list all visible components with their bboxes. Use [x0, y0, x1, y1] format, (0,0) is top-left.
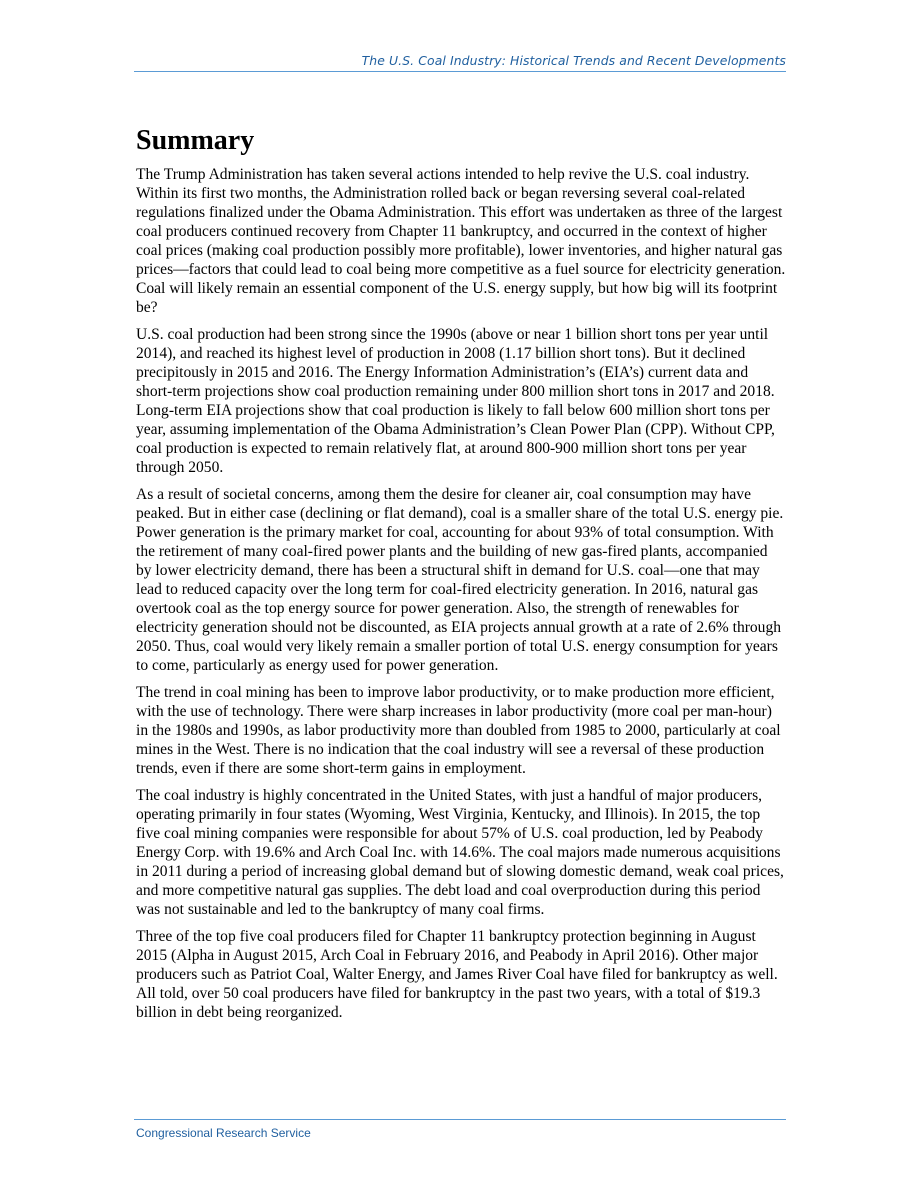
summary-paragraph-5: The coal industry is highly concentrated in the United States, with just a handful of major producers, operating primarily in four states (Wyoming, West Virginia, Kentucky, and Illinois). In 2015, the top five coal mining companies were responsible for about 57% of U.S. coal production, led by Peabody Energy Corp. with 19.6% and Arch Coal Inc. with 14.6%. The coal majors made numerous acquisitions in 2011 during a period of increasing global demand but of slowing domestic demand, weak coal prices, and more competitive natural gas supplies. The debt load and coal overproduction during this period was not sustainable and led to the bankruptcy of many coal firms. — [136, 787, 784, 918]
summary-paragraph-2: U.S. coal production had been strong since the 1990s (above or near 1 billion short tons per year until 2014), and reached its highest level of production in 2008 (1.17 billion short tons). But it declined precipitously in 2015 and 2016. The Energy Information Administration’s (EIA’s) current data and short-term projections show coal production remaining under 800 million short tons in 2017 and 2018. Long-term EIA projections show that coal production is likely to fall below 600 million short tons per year, assuming implementation of the Obama Administration’s Clean Power Plan (CPP). Without CPP, coal production is expected to remain relatively flat, at around 800-900 million short tons per year through 2050. — [136, 326, 775, 476]
summary-paragraph-1: The Trump Administration has taken several actions intended to help revive the U.S. coal industry. Within its first two months, the Administration rolled back or began reversing several coal-related regulations finalized under the Obama Administration. This effort was undertaken as three of the largest coal producers continued recovery from Chapter 11 bankruptcy, and occurred in the context of higher coal prices (making coal production possibly more profitable), lower inventories, and higher natural gas prices—factors that could lead to coal being more competitive as a fuel source for electricity generation. Coal will likely remain an essential component of the U.S. energy supply, but how big will its footprint be? — [136, 166, 786, 316]
running-title: The U.S. Coal Industry: Historical Trends and Recent Developments — [361, 53, 786, 68]
section-heading: Summary — [136, 125, 255, 156]
summary-paragraph-4: The trend in coal mining has been to improve labor productivity, or to make production more efficient, with the use of technology. There were sharp increases in labor productivity (more coal per man-hour) in the 1980s and 1990s, as labor productivity more than doubled from 1985 to 2000, particularly at coal mines in the West. There is no indication that the coal industry will see a reversal of these production trends, even if there are some short-term gains in employment. — [136, 684, 781, 777]
summary-paragraph-3: As a result of societal concerns, among them the desire for cleaner air, coal consumption may have peaked. But in either case (declining or flat demand), coal is a smaller share of the total U.S. energy pie. Power generation is the primary market for coal, accounting for about 93% of total consumption. With the retirement of many coal-fired power plants and the building of new gas-fired plants, accompanied by lower electricity demand, there has been a structural shift in demand for U.S. coal—one that may lead to reduced capacity over the long term for coal-fired electricity generation. In 2016, natural gas overtook coal as the top energy source for power generation. Also, the strength of renewables for electricity generation should not be discounted, as EIA projects annual growth at a rate of 2.6% through 2050. Thus, coal would very likely remain a smaller portion of total U.S. energy consumption for years to come, particularly as energy used for power generation. — [136, 486, 784, 674]
footer-publisher: Congressional Research Service — [136, 1126, 311, 1140]
page-footer — [134, 1119, 786, 1142]
summary-paragraph-6: Three of the top five coal producers filed for Chapter 11 bankruptcy protection beginning in August 2015 (Alpha in August 2015, Arch Coal in February 2016, and Peabody in April 2016). Other major producers such as Patriot Coal, Walter Energy, and James River Coal have filed for bankruptcy as well. All told, over 50 coal producers have filed for bankruptcy in the past two years, with a total of $19.3 billion in debt being reorganized. — [136, 928, 778, 1021]
summary-section — [136, 124, 786, 1030]
running-header — [134, 52, 786, 72]
